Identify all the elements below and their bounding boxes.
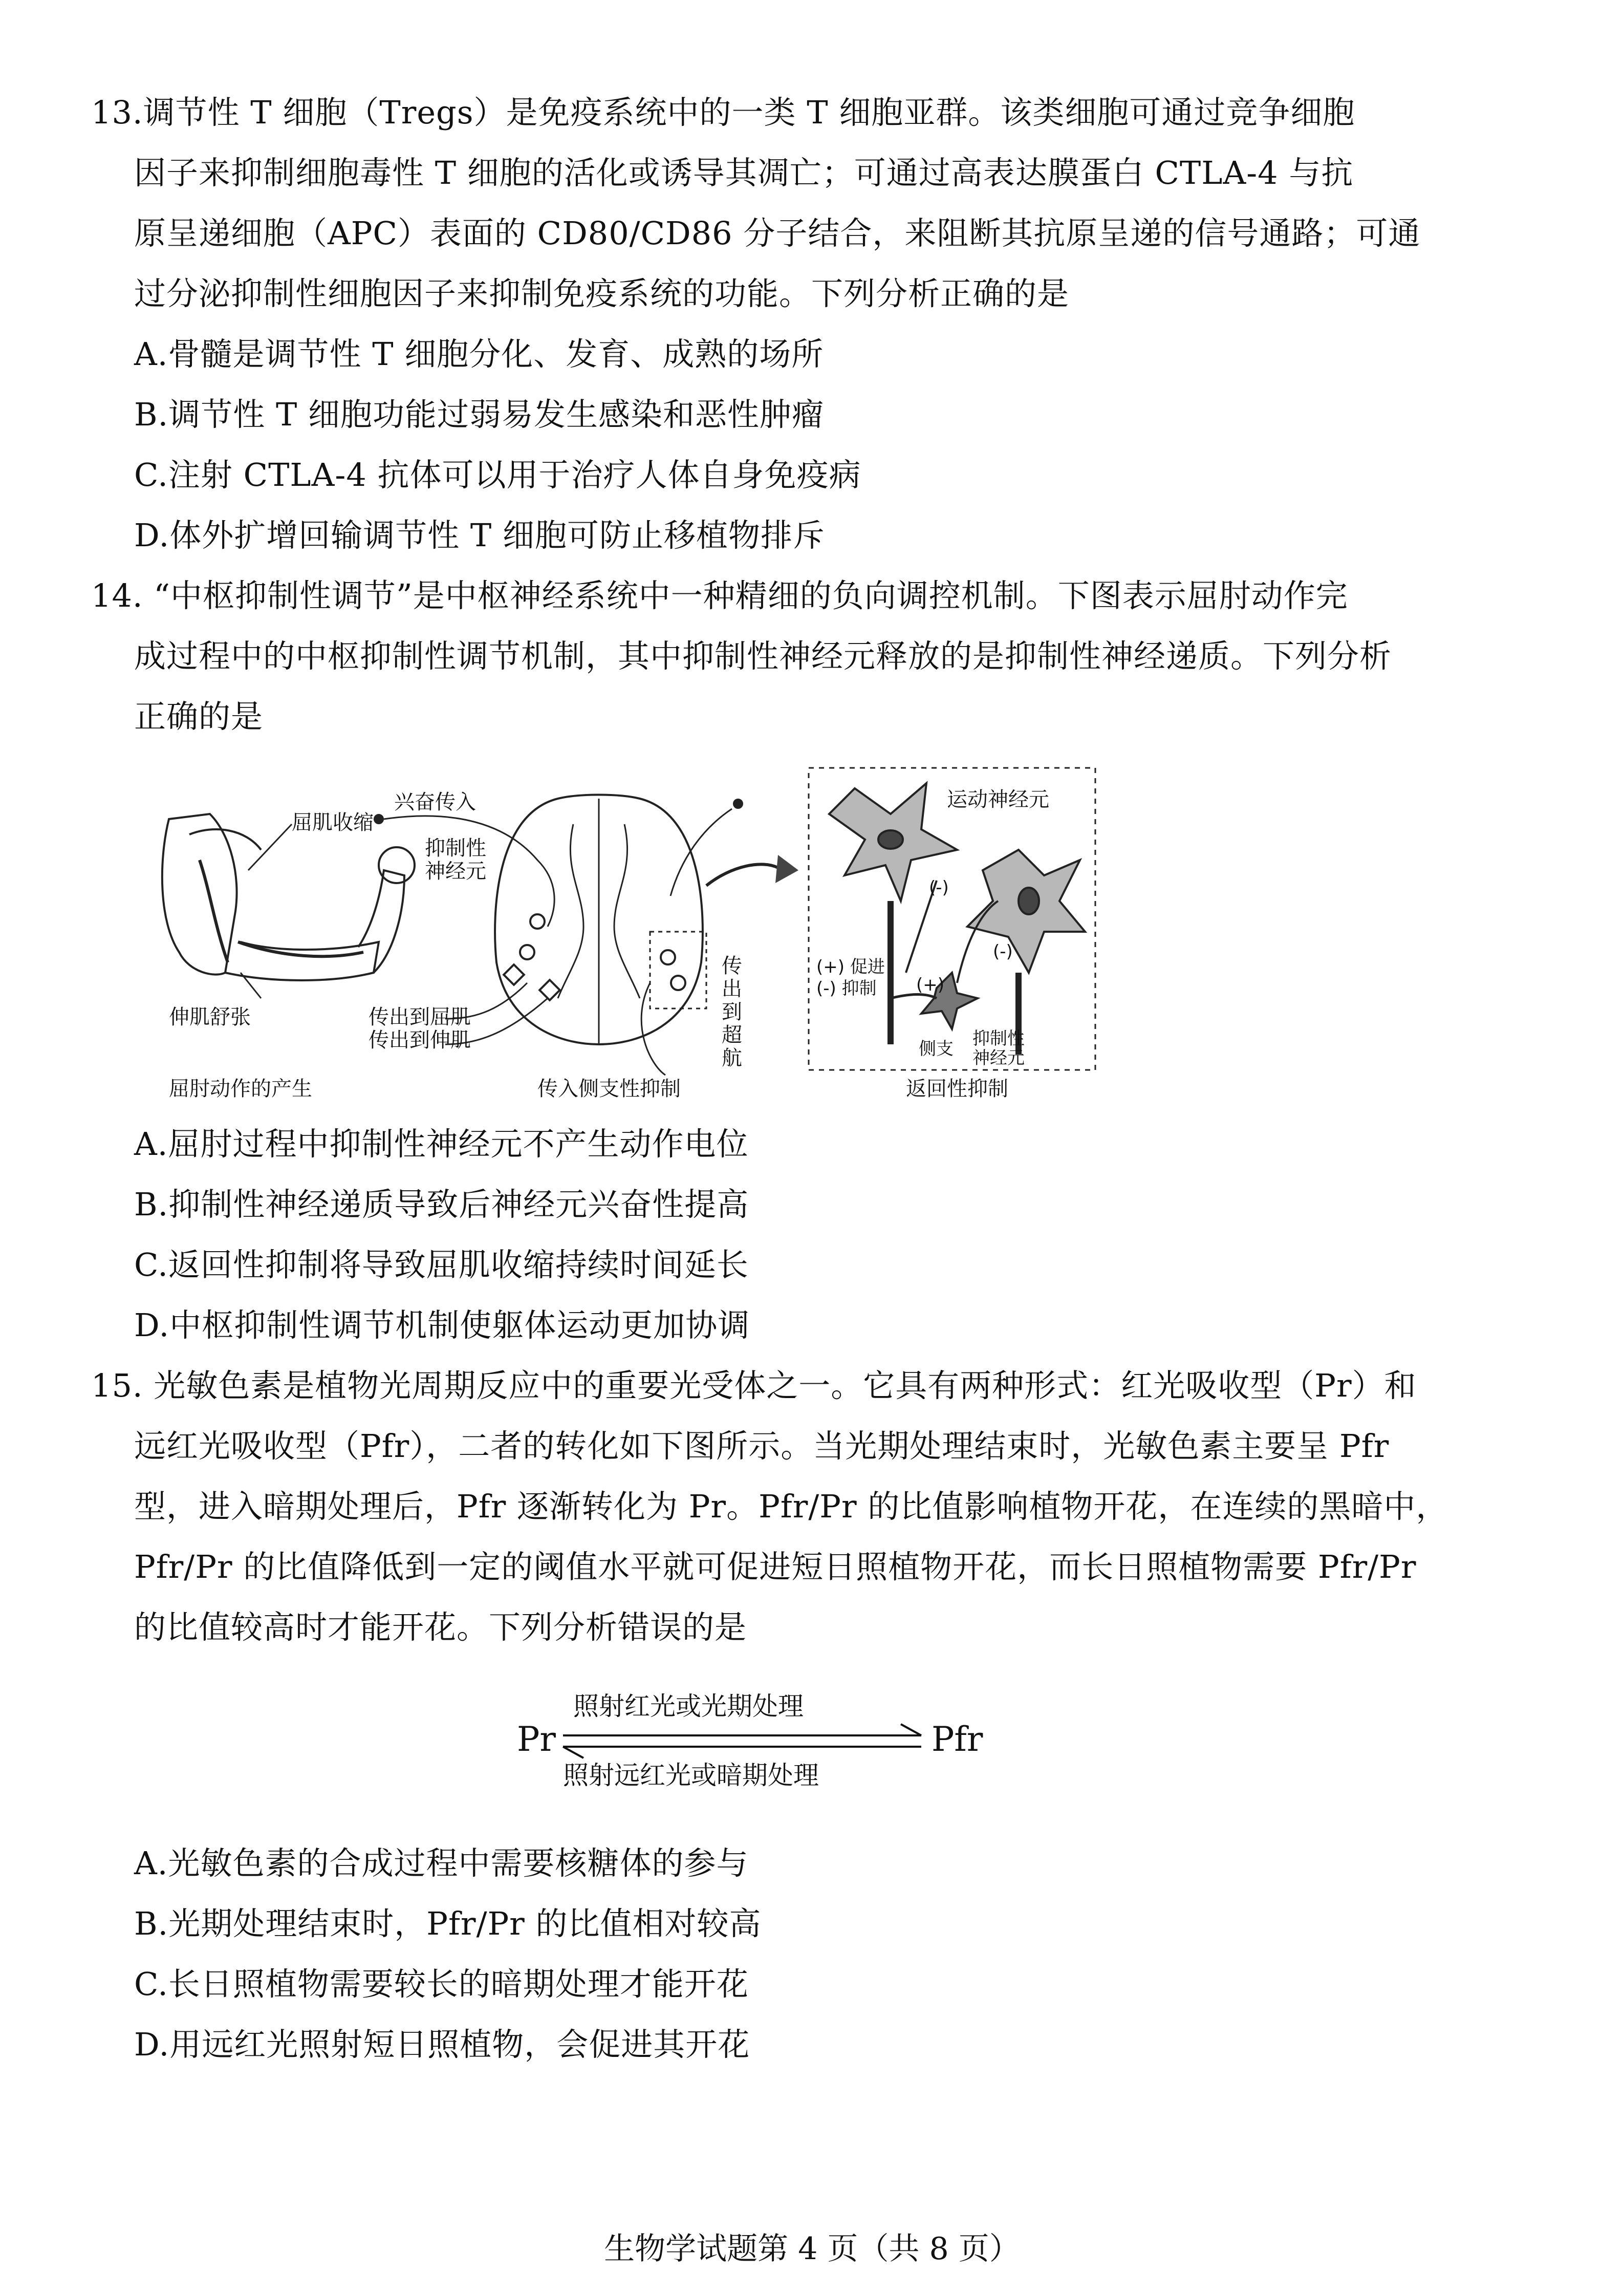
- q13-stem-line-3: 原呈递细胞（APC）表面的 CD80/CD86 分子结合，来阻断其抗原呈递的信号通路；可通: [134, 214, 1421, 252]
- pr-pfr-equation: [512, 1684, 1024, 1797]
- caption-recurrent: 返回性抑制: [906, 1077, 1008, 1101]
- q15-stem-line-2: 远红光吸收型（Pfr），二者的转化如下图所示。当光期处理结束时，光敏色素主要呈 Pfr: [134, 1427, 1390, 1465]
- label-out-flexor: 传出到屈肌: [369, 1005, 471, 1029]
- caption-arm: 屈肘动作的产生: [169, 1077, 312, 1101]
- label-excitatory-input: 兴奋传入: [394, 790, 476, 814]
- label-inhibitory-neuron-2: 神经元: [425, 860, 486, 883]
- label-inhibitory-interneuron-2: 神经元: [972, 1048, 1025, 1068]
- sign-plus: (+): [916, 975, 945, 995]
- equation-top-condition: 照射红光或光期处理: [573, 1691, 804, 1721]
- label-motor-neuron: 运动神经元: [947, 788, 1049, 811]
- q15-option-d: D.用远红光照射短日照植物，会促进其开花: [134, 2026, 750, 2063]
- caption-spinal: 传入侧支性抑制: [537, 1077, 681, 1101]
- q15-stem-line-3: 型，进入暗期处理后，Pfr 逐渐转化为 Pr。Pfr/Pr 的比值影响植物开花，在连续的黑暗中，: [134, 1488, 1448, 1525]
- label-right-out-3: 到: [722, 1000, 742, 1024]
- label-inhibitory-interneuron-1: 抑制性: [972, 1028, 1025, 1049]
- q15-stem-line-4: Pfr/Pr 的比值降低到一定的阈值水平就可促进短日照植物开花，而长日照植物需要 Pfr/Pr: [134, 1548, 1417, 1585]
- q15-option-b: B.光期处理结束时，Pfr/Pr 的比值相对较高: [134, 1905, 762, 1942]
- q15-stem-line-5: 的比值较高时才能开花。下列分析错误的是: [134, 1608, 747, 1646]
- sign-minus-1: (-): [929, 877, 949, 898]
- label-right-out-2: 出: [722, 977, 742, 1001]
- q13-stem-line-4: 过分泌抑制性细胞因子来抑制免疫系统的功能。下列分析正确的是: [134, 275, 1070, 312]
- q14-option-c: C.返回性抑制将导致屈肌收缩持续时间延长: [134, 1246, 749, 1283]
- label-right-out-5: 航: [722, 1046, 742, 1070]
- q15-option-c: C.长日照植物需要较长的暗期处理才能开花: [134, 1965, 749, 2003]
- label-out-extensor: 传出到伸肌: [369, 1028, 471, 1052]
- q13-option-b: B.调节性 T 细胞功能过弱易发生感染和恶性肿瘤: [134, 396, 825, 433]
- q14-option-a: A.屈肘过程中抑制性神经元不产生动作电位: [134, 1125, 749, 1163]
- recurrent-inhibition-diagram: [809, 768, 1095, 1070]
- q13-option-d: D.体外扩增回输调节性 T 细胞可防止移植物排斥: [134, 517, 825, 554]
- equation-bottom-condition: 照射远红光或暗期处理: [563, 1761, 819, 1790]
- q14-option-d: D.中枢抑制性调节机制使躯体运动更加协调: [134, 1306, 750, 1344]
- reverse-arrowhead: [563, 1747, 583, 1758]
- q15-option-a: A.光敏色素的合成过程中需要核糖体的参与: [134, 1844, 749, 1882]
- label-extensor-relax: 伸肌舒张: [169, 1005, 251, 1029]
- q14-option-b: B.抑制性神经递质导致后神经元兴奋性提高: [134, 1186, 749, 1223]
- q13-option-c: C.注射 CTLA-4 抗体可以用于治疗人体自身免疫病: [134, 456, 861, 493]
- forward-arrowhead: [901, 1724, 921, 1735]
- equation-left: Pr: [517, 1720, 556, 1759]
- q14-stem-line-1: 14. “中枢抑制性调节”是中枢神经系统中一种精细的负向调控机制。下图表示屈肘动作完: [91, 577, 1348, 614]
- label-right-out-4: 超: [722, 1023, 742, 1047]
- q14-stem-line-3: 正确的是: [134, 698, 264, 735]
- equation-right: Pfr: [932, 1720, 983, 1759]
- page-footer: 生物学试题第 4 页（共 8 页）: [604, 2231, 1020, 2267]
- q14-stem-line-2: 成过程中的中枢抑制性调节机制，其中抑制性神经元释放的是抑制性神经递质。下列分析: [134, 637, 1392, 675]
- label-right-out-1: 传: [722, 954, 742, 978]
- q14-figure: [138, 758, 1100, 1106]
- sign-minus-2: (-): [993, 941, 1013, 962]
- label-inhibitory-neuron-1: 抑制性: [425, 836, 486, 860]
- q15-stem-line-1: 15. 光敏色素是植物光周期反应中的重要光受体之一。它具有两种形式：红光吸收型（Pr）和: [91, 1367, 1417, 1404]
- legend-promote: (+) 促进: [816, 957, 885, 977]
- arm-diagram: [162, 814, 415, 998]
- q13-stem-line-1: 13.调节性 T 细胞（Tregs）是免疫系统中的一类 T 细胞亚群。该类细胞可通过竞争细胞: [91, 94, 1355, 131]
- label-flexor-contract: 屈肌收缩: [292, 811, 374, 834]
- q13-option-a: A.骨髓是调节性 T 细胞分化、发育、成熟的场所: [134, 335, 824, 373]
- label-collateral: 侧支: [919, 1039, 954, 1059]
- legend-inhibit: (-) 抑制: [816, 978, 877, 999]
- q13-stem-line-2: 因子来抑制细胞毒性 T 细胞的活化或诱导其凋亡；可通过高表达膜蛋白 CTLA-4 与抗: [134, 154, 1354, 191]
